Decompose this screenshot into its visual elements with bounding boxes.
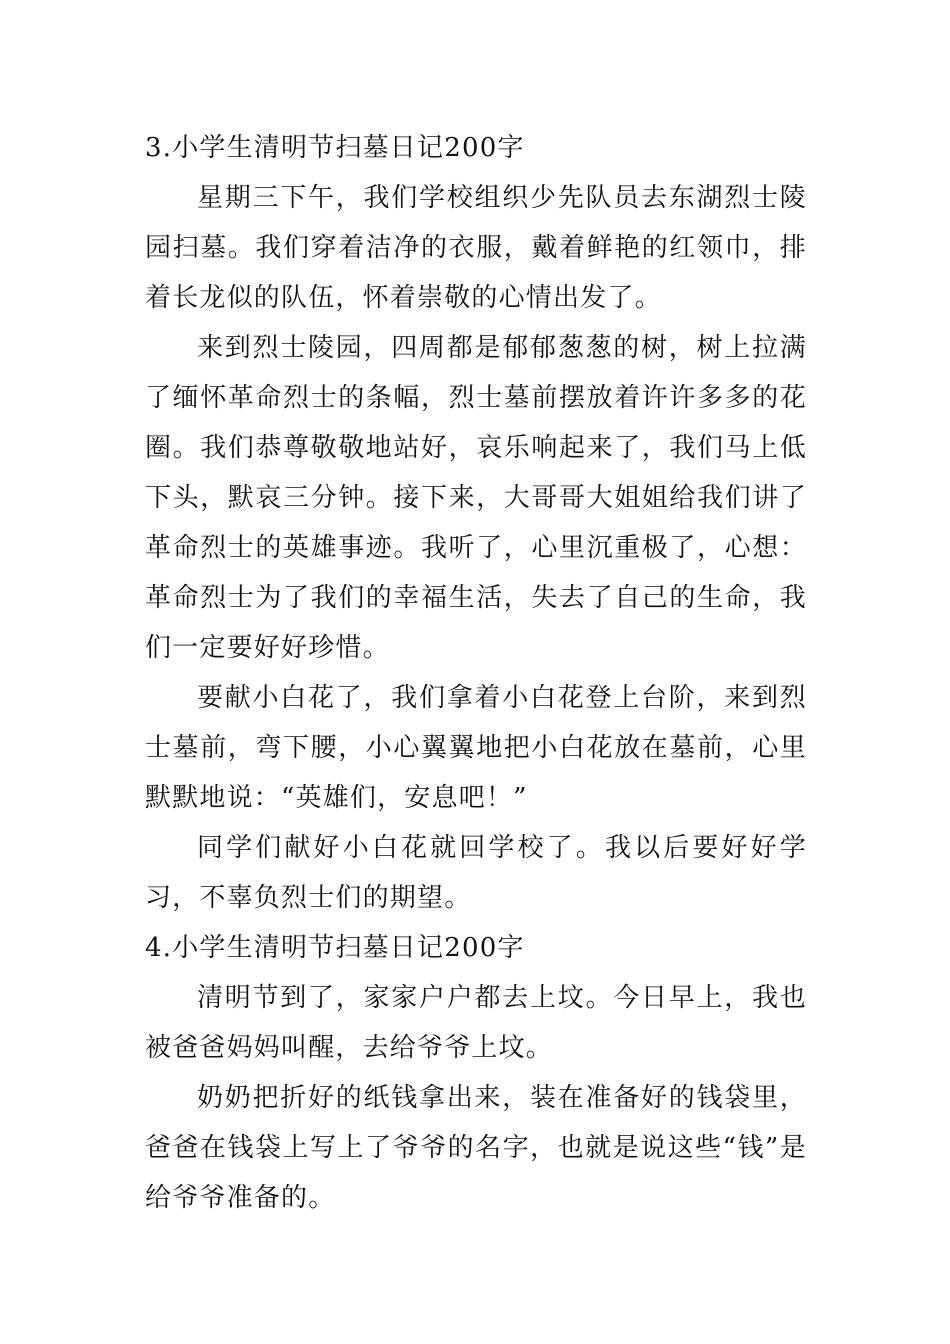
paragraph: 同学们献好小白花就回学校了。我以后要好好学习，不辜负烈士们的期望。 <box>145 833 807 913</box>
paragraph: 要献小白花了，我们拿着小白花登上台阶，来到烈士墓前，弯下腰，小心翼翼地把小白花放在墓前，心里默默地说：“英雄们，安息吧！” <box>145 683 807 813</box>
document-body <box>145 123 807 1223</box>
section-heading-4: 4.小学生清明节扫墓日记200字 <box>145 933 525 963</box>
paragraph: 来到烈士陵园，四周都是郁郁葱葱的树，树上拉满了缅怀革命烈士的条幅，烈士墓前摆放着许许多多的花圈。我们恭尊敬敬地站好，哀乐响起来了，我们马上低下头，默哀三分钟。接下来，大哥哥大姐姐给我们讲了革命烈士的英雄事迹。我听了，心里沉重极了，心想：革命烈士为了我们的幸福生活，失去了自己的生命，我们一定要好好珍惜。 <box>145 333 807 663</box>
paragraph: 奶奶把折好的纸钱拿出来，装在准备好的钱袋里，爸爸在钱袋上写上了爷爷的名字，也就是说这些“钱”是给爷爷准备的。 <box>145 1083 807 1213</box>
section-heading-3: 3.小学生清明节扫墓日记200字 <box>145 133 525 163</box>
paragraph: 清明节到了，家家户户都去上坟。今日早上，我也被爸爸妈妈叫醒，去给爷爷上坟。 <box>145 983 807 1063</box>
paragraph: 星期三下午，我们学校组织少先队员去东湖烈士陵园扫墓。我们穿着洁净的衣服，戴着鲜艳的红领巾，排着长龙似的队伍，怀着崇敬的心情出发了。 <box>145 183 807 313</box>
